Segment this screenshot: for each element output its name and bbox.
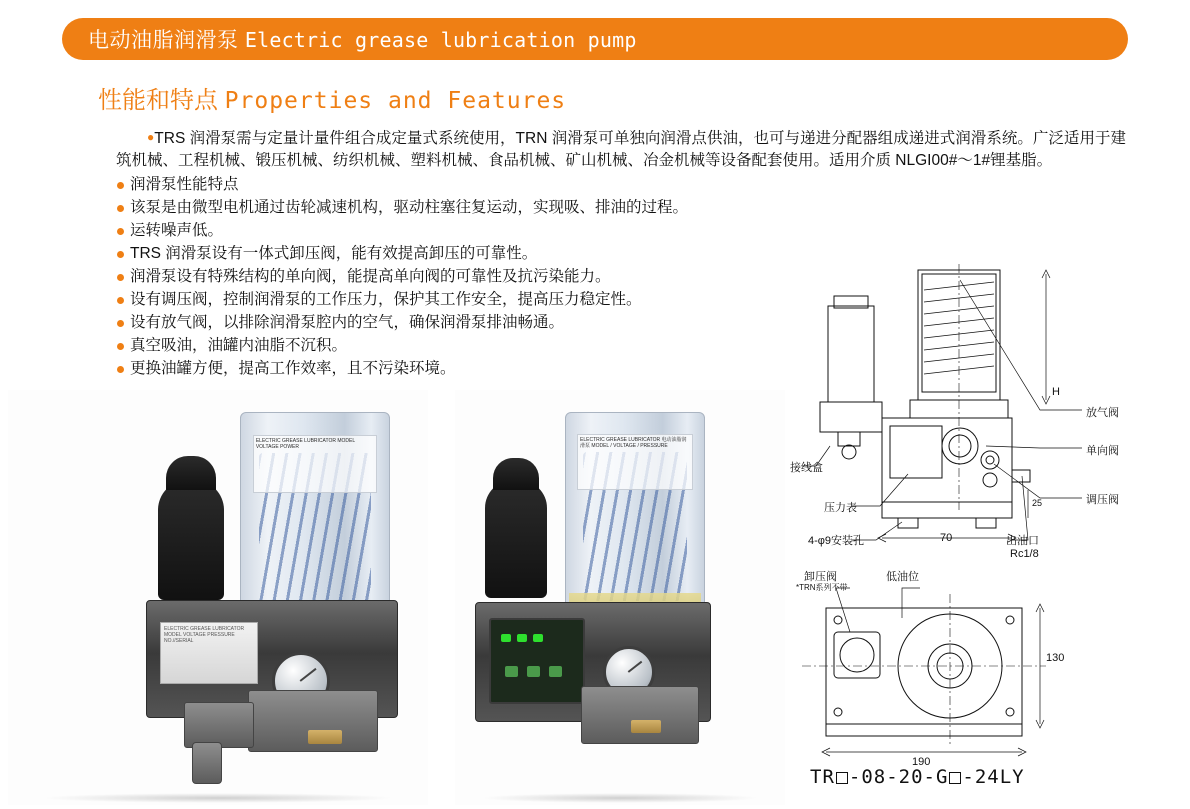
list-item: 润滑泵性能特点 [116, 174, 1126, 196]
list-item: 设有放气阀，以排除润滑泵腔内的空气，确保润滑泵排油畅通。 [116, 312, 1126, 334]
dimension-h: H [1052, 386, 1060, 398]
product-photo-trs [8, 390, 428, 805]
section-title-en: Properties and Features [224, 88, 567, 114]
photo-shadow [42, 793, 395, 803]
outlet-nipple [308, 730, 342, 744]
section-title-cn: 性能和特点 [98, 87, 218, 114]
pump-base-block [581, 686, 699, 744]
section-title [98, 80, 566, 115]
label-pressure-gauge: 压力表 [824, 502, 857, 514]
model-code [810, 766, 1025, 788]
model-code-placeholder-2 [949, 772, 961, 784]
model-code-prefix: TR [810, 766, 835, 788]
reservoir-label: ELECTRIC GREASE LUBRICATOR 电动油脂润滑泵 MODEL / VOLTAGE / PRESSURE [577, 434, 693, 490]
led-indicator-1 [501, 634, 511, 642]
bullet-dot-icon: ● [147, 130, 155, 144]
led-indicator-2 [517, 634, 527, 642]
label-low-oil-level: 低油位 [886, 571, 919, 583]
list-item: 更换油罐方便，提高工作效率，且不污染环境。 [116, 358, 1126, 380]
dimension-70: 70 [940, 532, 953, 544]
intro-paragraph [116, 128, 1126, 172]
cable-gland [192, 742, 222, 784]
page-header-banner [62, 18, 1128, 60]
list-item: 设有调压阀，控制润滑泵的工作压力，保护其工作安全，提高压力稳定性。 [116, 289, 1126, 311]
label-mounting-holes: 4-φ9安装孔 [808, 535, 865, 547]
technical-drawing-front-view [790, 260, 1180, 590]
label-check-valve: 单向阀 [1086, 445, 1119, 457]
product-photo-trn [455, 390, 785, 805]
controller-button-1[interactable] [505, 666, 518, 677]
header-title-en: Electric grease lubrication pump [244, 28, 637, 52]
list-item: 润滑泵设有特殊结构的单向阀，能提高单向阀的可靠性及抗污染能力。 [116, 266, 1126, 288]
intro-paragraph-text: TRS 润滑泵需与定量计量件组合成定量式系统使用，TRN 润滑泵可单独向润滑点供油，也可与递进分配器组成递进式润滑系统。广泛适用于建筑机械、工程机械、锻压机械、纺织机械、塑料机械、食品机械、矿山机械、冶金机械等设备配套使用。适用介质 NLGI00#～1#锂基脂。 [116, 130, 1126, 169]
label-junction-box: 接线盒 [790, 462, 823, 474]
motor-cap [493, 458, 539, 490]
list-item: TRS 润滑泵设有一体式卸压阀，能有效提高卸压的可靠性。 [116, 243, 1126, 265]
label-relief-valve: 卸压阀 [804, 571, 837, 583]
label-air-vent-valve: 放气阀 [1086, 407, 1119, 419]
grease-reservoir [565, 412, 705, 628]
label-trn-note: *TRN系列不带 [796, 583, 848, 592]
list-item: 真空吸油，油罐内油脂不沉积。 [116, 335, 1126, 357]
label-thread-rc18: Rc1/8 [1010, 548, 1039, 560]
nameplate: ELECTRIC GREASE LUBRICATOR MODEL VOLTAGE PRESSURE NO.//SERIAL [160, 622, 258, 684]
list-item: 该泵是由微型电机通过齿轮减速机构，驱动柱塞往复运动，实现吸、排油的过程。 [116, 197, 1126, 219]
motor-cap [166, 456, 216, 490]
header-title-cn: 电动油脂润滑泵 [88, 29, 239, 52]
model-code-suffix: -24LY [962, 766, 1025, 788]
reservoir-label: ELECTRIC GREASE LUBRICATOR MODEL VOLTAGE POWER [253, 435, 377, 493]
outlet-nipple [631, 720, 661, 733]
label-oil-outlet: 出油口 [1006, 535, 1039, 547]
dimension-130: 130 [1046, 652, 1065, 664]
controller-button-2[interactable] [527, 666, 540, 677]
list-item: 运转噪声低。 [116, 220, 1126, 242]
dimension-190: 190 [912, 756, 931, 768]
header-title [88, 24, 637, 54]
led-indicator-3 [533, 634, 543, 642]
controller-panel[interactable] [489, 618, 585, 704]
controller-button-3[interactable] [549, 666, 562, 677]
model-code-placeholder-1 [836, 772, 848, 784]
model-code-mid: -08-20-G [848, 766, 949, 788]
motor-housing [485, 480, 547, 598]
motor-housing [158, 480, 224, 600]
label-pressure-regulating-valve: 调压阀 [1086, 494, 1119, 506]
dimension-25: 25 [1032, 498, 1043, 508]
photo-shadow [481, 793, 758, 803]
